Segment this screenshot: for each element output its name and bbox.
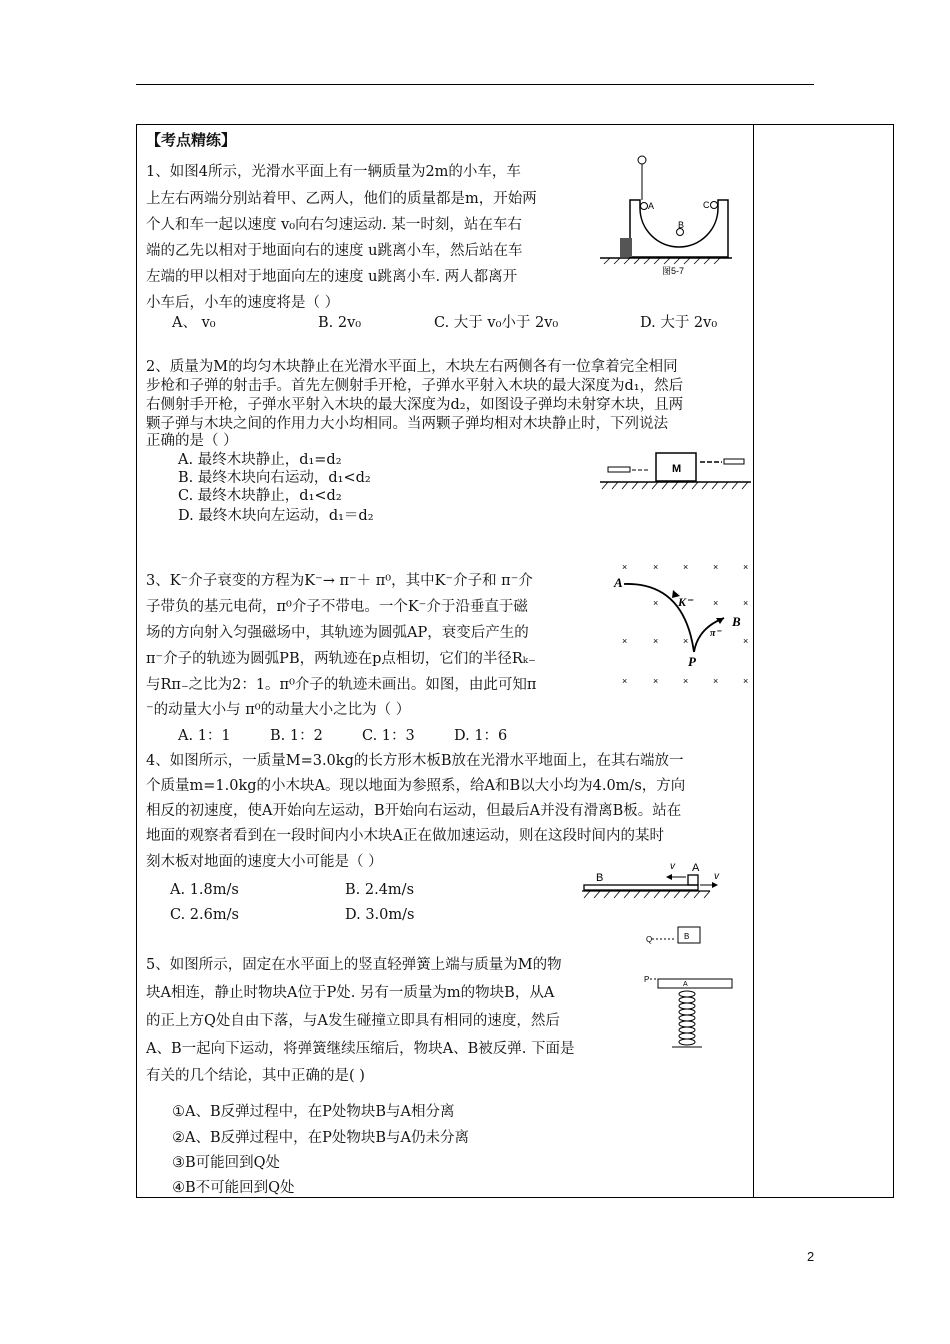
q3-line: 场的方向射入匀强磁场中，其轨迹为圆弧AP，衰变后产生的: [146, 625, 529, 641]
svg-text:×: ×: [743, 598, 749, 608]
q1-option-d: D. 大于 2v₀: [640, 315, 718, 331]
q1-fig-label-a: A: [648, 201, 655, 211]
svg-text:×: ×: [622, 636, 628, 646]
q5-fig-label-a: A: [683, 981, 688, 988]
q3-fig-label-k: K⁻: [678, 595, 693, 609]
q1-line: 个人和车一起以速度 v₀向右匀速运动. 某一时刻，站在车右: [146, 217, 522, 233]
svg-text:×: ×: [653, 598, 659, 608]
q3-figure: [612, 560, 757, 690]
q2-line: 正确的是（ ）: [146, 433, 238, 449]
svg-text:×: ×: [683, 636, 689, 646]
q2-fig-block: M: [672, 463, 682, 475]
q1-option-b: B. 2v₀: [318, 315, 362, 331]
q3-line: 3、K⁻介子衰变的方程为K⁻→ π⁻＋ π⁰，其中K⁻介子和 π⁻介: [146, 573, 533, 589]
q5-line: 5、如图所示，固定在水平面上的竖直轻弹簧上端与质量为M的物: [146, 957, 562, 973]
q2-line: 步枪和子弹的射击手。首先左侧射手开枪，子弹水平射入木块的最大深度为d₁，然后: [146, 378, 684, 394]
q4-fig-label-a: A: [692, 862, 700, 874]
svg-text:×: ×: [653, 636, 659, 646]
svg-text:×: ×: [713, 676, 719, 686]
q3-line: π⁻介子的轨迹为圆弧PB，两轨迹在p点相切，它们的半径Rₖ₋: [146, 651, 536, 667]
svg-text:×: ×: [622, 562, 628, 572]
page-number: 2: [807, 1249, 815, 1264]
q4-option-a: A. 1.8m/s: [170, 882, 239, 898]
q1-line: 上左右两端分别站着甲、乙两人，他们的质量都是m，开始两: [146, 191, 537, 207]
q1-option-c: C. 大于 v₀小于 2v₀: [434, 315, 559, 331]
q4-fig-label-v-right: v: [714, 871, 719, 882]
q1-figure: [590, 150, 740, 275]
q4-line: 地面的观察者看到在一段时间内小木块A正在做加速运动，则在这段时间内的某时: [146, 828, 664, 844]
q1-fig-label-c: C: [703, 200, 710, 210]
q5-line: 的正上方Q处自由下落，与A发生碰撞立即具有相同的速度，然后: [146, 1013, 560, 1029]
q5-option-1: ①A、B反弹过程中，在P处物块B与A相分离: [172, 1104, 455, 1120]
q5-option-2: ②A、B反弹过程中，在P处物块B与A仍未分离: [172, 1130, 470, 1146]
q5-fig-label-q: Q: [646, 935, 653, 944]
q2-line: 颗子弹与木块之间的作用力大小均相同。当两颗子弹均相对木块静止时，下列说法: [146, 416, 668, 432]
q1-line: 左端的甲以相对于地面向左的速度 u跳离小车. 两人都离开: [146, 269, 518, 285]
q5-line: 有关的几个结论，其中正确的是( ): [146, 1068, 365, 1084]
svg-text:×: ×: [713, 562, 719, 572]
svg-text:×: ×: [653, 676, 659, 686]
q4-option-b: B. 2.4m/s: [345, 882, 415, 898]
q4-line: 4、如图所示，一质量M=3.0kg的长方形木板B放在光滑水平地面上，在其右端放一: [146, 753, 684, 769]
q3-line: 子带负的基元电荷，π⁰介子不带电。一个K⁻介于沿垂直于磁: [146, 599, 528, 615]
q2-option-d: D. 最终木块向左运动，d₁＝d₂: [178, 508, 374, 524]
q2-figure: [598, 450, 753, 495]
q4-figure: [578, 855, 738, 905]
q1-fig-caption: 图5-7: [662, 266, 685, 275]
q2-line: 右侧射手开枪，子弹水平射入木块的最大深度为d₂，如图设子弹均未射穿木块，且两: [146, 397, 684, 413]
q1-line: 端的乙先以相对于地面向右的速度 u跳离小车，然后站在车: [146, 243, 523, 259]
q4-option-c: C. 2.6m/s: [170, 907, 239, 923]
q1-line: 小车后，小车的速度将是（ ）: [146, 295, 340, 311]
svg-text:×: ×: [622, 676, 628, 686]
q5-line: 块A相连，静止时物块A位于P处. 另有一质量为m的物块B，从A: [146, 985, 555, 1001]
q1-option-a: A、 v₀: [172, 315, 216, 331]
q3-option-a: A. 1：1: [178, 728, 231, 744]
q4-line: 相反的初速度，使A开始向左运动，B开始向右运动，但最后A并没有滑离B板。站在: [146, 803, 682, 819]
q3-fig-label-p: P: [688, 654, 696, 669]
q5-line: A、B一起向下运动，将弹簧继续压缩后，物块A、B被反弹. 下面是: [146, 1041, 575, 1057]
q1-fig-label-b: B: [678, 220, 685, 230]
section-header: 【考点精练】: [146, 131, 237, 149]
q5-fig-label-p: P: [644, 975, 650, 984]
q5-figure: [640, 920, 745, 1070]
q4-line: 个质量m=1.0kg的小木块A。现以地面为参照系，给A和B以大小均为4.0m/s，方向: [146, 778, 686, 794]
svg-text:×: ×: [713, 598, 719, 608]
q2-option-b: B. 最终木块向右运动，d₁<d₂: [178, 470, 371, 486]
q5-option-4: ④B不可能回到Q处: [172, 1180, 295, 1196]
q3-fig-label-b: B: [732, 614, 741, 629]
q1-line: 1、如图4所示，光滑水平面上有一辆质量为2m的小车，车: [146, 164, 521, 180]
q4-fig-label-b: B: [596, 872, 604, 884]
q5-fig-label-b: B: [684, 932, 690, 941]
top-rule: [136, 84, 814, 85]
svg-text:×: ×: [653, 562, 659, 572]
q2-option-c: C. 最终木块静止，d₁<d₂: [178, 488, 342, 504]
q2-option-a: A. 最终木块静止，d₁=d₂: [178, 452, 342, 468]
q3-option-b: B. 1：2: [270, 728, 323, 744]
q3-fig-label-a: A: [614, 575, 623, 590]
q3-option-c: C. 1：3: [362, 728, 415, 744]
q2-line: 2、质量为M的均匀木块静止在光滑水平面上，木块左右两侧各有一位拿着完全相同: [146, 359, 678, 375]
svg-text:×: ×: [683, 676, 689, 686]
q3-option-d: D. 1：6: [454, 728, 508, 744]
q3-line: ⁻的动量大小与 π⁰的动量大小之比为（ ）: [146, 702, 411, 718]
q4-line: 刻木板对地面的速度大小可能是（ ）: [146, 854, 383, 870]
svg-text:×: ×: [683, 562, 689, 572]
q4-option-d: D. 3.0m/s: [345, 907, 415, 923]
q3-fig-label-pi: π⁻: [710, 628, 721, 639]
svg-text:×: ×: [743, 636, 749, 646]
svg-text:×: ×: [743, 676, 749, 686]
q4-fig-label-v-left: v: [670, 861, 675, 872]
svg-text:×: ×: [743, 562, 749, 572]
q3-line: 与Rπ₋之比为2：1。π⁰介子的轨迹未画出。如图，由此可知π: [146, 677, 537, 693]
q5-option-3: ③B可能回到Q处: [172, 1155, 281, 1171]
